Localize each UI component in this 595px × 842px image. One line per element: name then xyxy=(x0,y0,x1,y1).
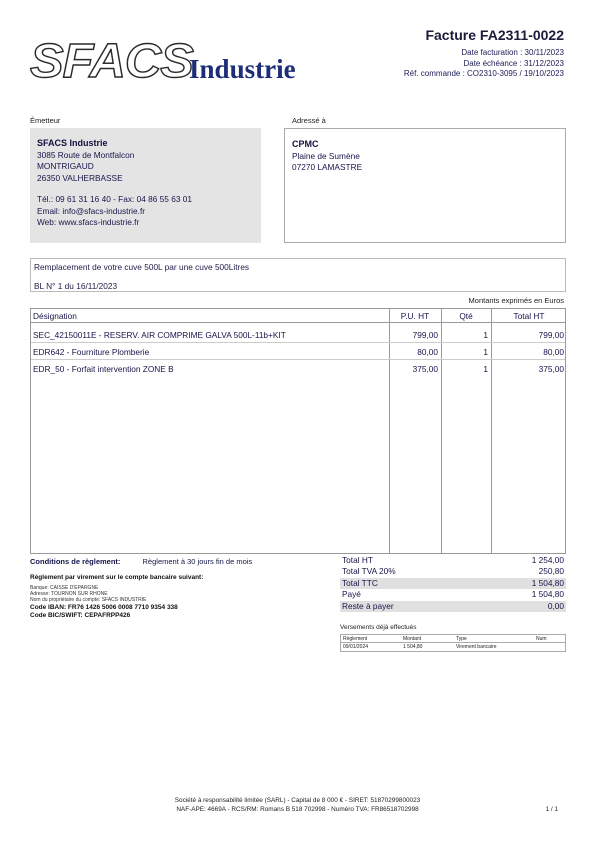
bank-title: Règlement par virement sur le compte bancaire suivant: xyxy=(30,574,204,581)
payment-amount: 1 504,80 xyxy=(403,644,423,650)
recipient-label: Adressé à xyxy=(292,116,326,125)
emitter-name: SFACS Industrie xyxy=(37,138,108,148)
items-table xyxy=(30,308,566,554)
delivery-note: BL N° 1 du 16/11/2023 xyxy=(34,280,118,291)
total-value: 250,80 xyxy=(538,566,564,577)
total-label: Total TVA 20% xyxy=(342,566,396,577)
total-label: Total TTC xyxy=(342,577,378,588)
emitter-phone: Tél.: 09 61 31 16 40 - Fax: 04 86 55 63 01 xyxy=(37,194,192,204)
row-total-ht: 375,00 xyxy=(538,364,564,374)
row-total-ht: 80,00 xyxy=(543,347,564,357)
emitter-label: Émetteur xyxy=(30,116,61,125)
total-row xyxy=(340,566,566,577)
footer-line: NAF-APE: 4669A - RCS/RM: Romans B 518 702998 - Numéro TVA: FR86518702998 xyxy=(176,805,419,813)
footer-line: Société à responsabilité limitée (SARL) - Capital de 8 000 € - SIRET: 51870299800023 xyxy=(174,797,421,804)
totals-block xyxy=(340,555,566,612)
row-designation: EDR_50 - Forfait intervention ZONE B xyxy=(33,364,174,374)
invoice-meta xyxy=(404,48,564,80)
total-label: Payé xyxy=(342,589,361,600)
emitter-website[interactable]: Web: www.sfacs-industrie.fr xyxy=(37,217,140,227)
bank-bic: Code BIC/SWIFT: CEPAFRPP426 xyxy=(30,611,131,619)
total-value: 0,00 xyxy=(547,600,564,611)
header-designation: Désignation xyxy=(33,311,77,321)
payment-date: 09/01/2024 xyxy=(343,644,369,650)
invoice-due-date: Date échéance : 31/12/2023 xyxy=(463,58,564,68)
recipient-box xyxy=(284,128,566,243)
row-quantity: 1 xyxy=(483,330,488,340)
total-row xyxy=(340,601,566,612)
row-unit-price: 80,00 xyxy=(417,347,438,357)
emitter-email[interactable]: Email: info@sfacs-industrie.fr xyxy=(37,205,146,216)
emitter-address-line: 26350 VALHERBASSE xyxy=(37,172,123,183)
account-owner: Nom du propriétaire du compte: SFACS INDUSTRIE xyxy=(30,597,147,604)
row-designation: SEC_42150011E - RESERV. AIR COMPRIME GALVA 500L-11b+KIT xyxy=(33,330,286,340)
page-number: 1 / 1 xyxy=(545,806,558,813)
invoice-subject xyxy=(30,258,566,292)
payments-header-type: Type xyxy=(456,636,467,642)
currency-note: Montants exprimés en Euros xyxy=(468,296,564,305)
payments-header-montant: Montant xyxy=(403,636,422,642)
payments-header-reglement: Règlement xyxy=(343,636,368,642)
payments-header xyxy=(341,635,565,643)
row-divider xyxy=(31,359,565,360)
row-unit-price: 799,00 xyxy=(412,330,438,340)
logo-brand-main: SFACS xyxy=(30,35,193,88)
header-unit-price: P.U. HT xyxy=(400,311,430,321)
row-divider xyxy=(31,342,565,343)
invoice-title: Facture FA2311-0022 xyxy=(425,27,564,43)
row-quantity: 1 xyxy=(483,364,488,374)
row-quantity: 1 xyxy=(483,347,488,357)
recipient-name: CPMC xyxy=(292,139,319,149)
legal-footer xyxy=(0,797,595,814)
row-total-ht: 799,00 xyxy=(538,330,564,340)
total-value: 1 504,80 xyxy=(531,589,564,600)
emitter-address-line: 3085 Route de Montfalcon xyxy=(37,149,135,160)
conditions-value: Règlement à 30 jours fin de mois xyxy=(142,557,253,566)
total-label: Reste à payer xyxy=(342,600,394,611)
total-row xyxy=(340,589,566,600)
column-divider xyxy=(389,309,390,553)
total-row xyxy=(340,555,566,566)
column-divider xyxy=(491,309,492,553)
recipient-address-line: 07270 LAMASTRE xyxy=(292,162,363,172)
invoice-date: Date facturation : 30/11/2023 xyxy=(461,48,564,57)
column-divider xyxy=(441,309,442,553)
bank-address: Adresse: TOURNON SUR RHONE xyxy=(30,591,108,598)
company-logo xyxy=(30,34,296,88)
total-label: Total HT xyxy=(342,555,373,565)
payments-table xyxy=(340,634,566,652)
total-value: 1 254,00 xyxy=(531,555,564,565)
header-total-ht: Total HT xyxy=(513,311,545,321)
emitter-address-line: MONTRIGAUD xyxy=(37,161,94,171)
row-unit-price: 375,00 xyxy=(412,364,438,374)
payments-row xyxy=(341,643,565,651)
bank-details xyxy=(30,574,203,620)
table-header xyxy=(31,309,565,323)
conditions-label: Conditions de règlement: xyxy=(30,557,121,566)
recipient-address-line: Plaine de Sumène xyxy=(292,150,360,161)
row-designation: EDR642 - Fourniture Plomberie xyxy=(33,347,150,357)
logo-brand-sub: Industrie xyxy=(189,54,296,84)
payments-title: Versements déjà effectués xyxy=(340,624,417,631)
bank-name: Banque: CAISSE D'EPARGNE xyxy=(30,585,99,591)
header-quantity: Qté xyxy=(459,311,473,321)
payments-header-num: Num xyxy=(536,636,547,642)
payment-type: Virement bancaire xyxy=(456,644,497,650)
total-value: 1 504,80 xyxy=(531,577,564,588)
order-reference: Réf. commande : CO2310-3095 / 19/10/2023 xyxy=(403,69,564,78)
subject-line: Remplacement de votre cuve 500L par une cuve 500Litres xyxy=(34,262,250,272)
payment-conditions xyxy=(30,557,252,566)
emitter-box xyxy=(30,128,261,243)
total-row xyxy=(340,578,566,589)
bank-iban: Code IBAN: FR76 1426 5006 0008 7710 9354 338 xyxy=(30,603,178,611)
